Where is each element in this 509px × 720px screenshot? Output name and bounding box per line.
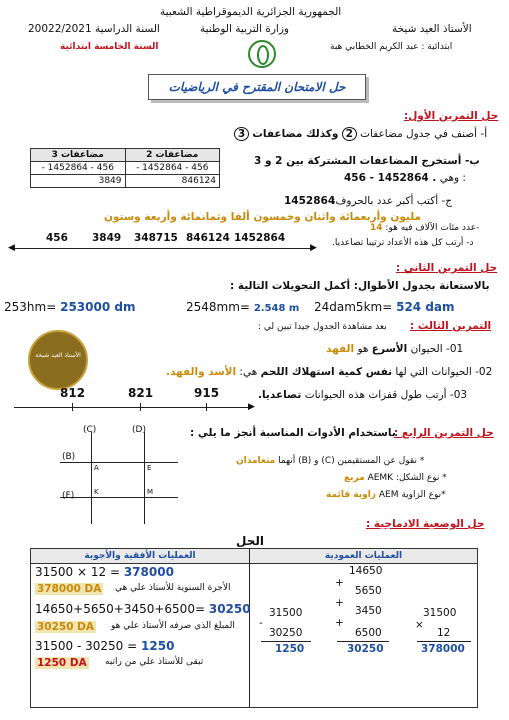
l2-answer: مربع: [344, 473, 365, 483]
vmul-bottom: 12: [437, 627, 451, 639]
h5: [35, 639, 174, 653]
number-line-1: [14, 248, 314, 249]
table-header: مضاعفات 2: [125, 149, 220, 162]
ex1-b-values: [344, 172, 466, 184]
ex3-s2: [166, 366, 492, 378]
conv1-answer: 253000 dm: [60, 300, 136, 314]
solution-table: [30, 548, 478, 708]
ex4-l2: [344, 473, 447, 483]
line-d: [144, 432, 145, 524]
thousands-text: -عدد مئات الآلاف فيه هو:: [385, 223, 480, 233]
h5-answer: 1250: [141, 639, 175, 653]
ex1-c-text: ج- أكتب أكبر عدد بالحروف:: [332, 195, 453, 207]
line-c: [91, 432, 92, 524]
ex4-heading: حل التمرين الرابع :: [394, 427, 494, 439]
class-level: السنة الخامسة ابتدائية: [60, 42, 159, 52]
vsub-bar: [261, 641, 311, 642]
label-m: M: [147, 488, 154, 496]
s2-c: هي:: [239, 366, 258, 378]
s3-a: 03- أرتب طول قفزات هذه الحيوانات: [304, 389, 468, 401]
h2: الأجرة السنوية للأستاذ علي هي: [115, 583, 231, 593]
s2-answer: الأسد والفهد.: [166, 366, 237, 378]
h4-answer: 30250 DA: [37, 621, 95, 633]
vsub-top: 31500: [269, 607, 303, 619]
table-cell: 846124: [125, 175, 220, 188]
solution-label: الحل: [236, 534, 264, 548]
label-e: E: [147, 464, 152, 472]
numline-value: 348715: [134, 232, 178, 244]
s1-b: الأسرع: [371, 343, 408, 355]
ministry-name: وزارة التربية الوطنية: [200, 23, 289, 35]
s1-answer: الفهد: [326, 343, 355, 355]
teacher-stamp: [28, 330, 88, 390]
vadd-sign: +: [335, 577, 344, 589]
republic-heading: الجمهورية الجزائرية الديموقراطية الشعبية: [160, 6, 342, 18]
ex3-heading: التمرين الثالث :: [410, 320, 492, 332]
h3-a: 14650+5650+3450+6500=: [35, 602, 206, 616]
numline-value: 3849: [92, 232, 122, 244]
ex3-s1: [326, 343, 463, 355]
col-right-header: العمليات الأفقية والأجوبة: [31, 549, 249, 564]
label-a: A: [94, 464, 99, 472]
multiples-table: [30, 148, 220, 188]
vmul-bar: [417, 641, 471, 642]
h6-answer: 1250 DA: [37, 657, 87, 669]
conversion-1: [4, 300, 135, 314]
label-b: (B): [62, 452, 76, 462]
vmul-sign: ×: [415, 619, 424, 631]
conv2-answer: 2.548 m: [253, 303, 300, 314]
numline-tick: [206, 403, 207, 411]
label-f: (F): [62, 491, 75, 501]
vadd-n2: 5650: [355, 585, 382, 597]
table-cell: - 1452864 - 456: [125, 162, 220, 175]
vadd-n4: 6500: [355, 627, 382, 639]
table-cell: 3849: [31, 175, 126, 188]
thousands-line: [370, 223, 479, 233]
s2-a: 02- الحيوانات التي لها: [395, 366, 493, 378]
stamp-text: الأستاذ العيد شيخة: [35, 352, 81, 359]
ex1-heading: حل التمرين الأول:: [404, 110, 499, 122]
school-name: ابتدائية : عبد الكريم الخطابي هبة: [330, 42, 453, 52]
ex4-l3: [326, 490, 446, 500]
l1-answer: متعامدان: [236, 456, 276, 466]
vadd-sign: +: [335, 617, 344, 629]
label-d: (D): [132, 425, 146, 435]
ex3-s3: [258, 389, 467, 401]
vadd-n1: 14650: [349, 565, 383, 577]
arrow-right-icon: ▶: [310, 243, 317, 253]
h1-answer: 378000: [123, 565, 174, 579]
ex1-a-line: [234, 127, 487, 141]
vmul-top: 31500: [423, 607, 457, 619]
ex1-d-text: د- أرتب كل هذه الأعداد ترتيبا تصاعديا.: [332, 238, 474, 248]
h1: [35, 565, 174, 579]
ex1-a-text: أ- أصنف في جدول مضاعفات: [360, 128, 488, 140]
table-divider: [249, 549, 250, 707]
number-in-words: مليون وأربعمائة واثنان وخمسون ألفا وثمانمائة وأربعة وستون: [104, 211, 421, 223]
vadd-sign: +: [335, 597, 344, 609]
thousands-value: 14: [370, 223, 383, 233]
h2-answer: 378000 DA: [37, 583, 102, 595]
arrow-right-icon: ▶: [248, 402, 255, 412]
h5-a: 31500 - 30250 =: [35, 639, 138, 653]
label-c: (C): [83, 425, 97, 435]
s3-b: تصاعديا.: [258, 389, 302, 401]
number-line-2: [14, 407, 252, 408]
conv3-answer: 524 dam: [396, 300, 455, 314]
circled-3: 3: [234, 127, 249, 141]
numline-value: 1452864: [234, 232, 286, 244]
sit-heading: حل الوضعية الادماجية :: [366, 518, 485, 530]
ex2-heading: حل التمرين الثاني :: [396, 262, 498, 274]
largest-number: 1452864: [284, 195, 336, 207]
line-b: [60, 462, 178, 463]
h3-answer: 30250: [208, 602, 251, 616]
conv1-left: 253hm=: [4, 300, 57, 314]
col-left-header: العمليات العمودية: [250, 549, 477, 564]
vsub-bottom: 30250: [269, 627, 303, 639]
table-header: مضاعفات 3: [31, 149, 126, 162]
l1-a: * نقول عن المستقيمين (C) و (B) أنهما: [278, 456, 425, 466]
ex1-b-label: وهي :: [439, 172, 466, 184]
conversion-2: [186, 300, 299, 314]
ex4-intro: باستخدام الأدوات المناسبة أنجز ما يلي :: [190, 427, 396, 439]
s1-c: هو: [357, 343, 369, 355]
circled-2: 2: [342, 127, 357, 141]
common-multiples: 456 - 1452864 .: [344, 172, 437, 184]
l2-a: * نوع الشكل: AEMK: [367, 473, 447, 483]
numline-value: 456: [46, 232, 68, 244]
vadd-n3: 3450: [355, 605, 382, 617]
ex1-a-mid: وكذلك مضاعفات: [252, 128, 339, 140]
line-f: [60, 497, 178, 498]
ex2-intro: بالاستعانة بجدول الأطوال: أكمل التحويلات التالية :: [230, 280, 490, 292]
page-title: حل الامتحان المقترح في الرياضيات: [148, 74, 366, 100]
h3: [35, 602, 251, 616]
l3-a: *نوع الزاوية AEM: [378, 490, 446, 500]
vsub-sign: -: [259, 617, 263, 629]
h6: تبقى للأستاذ علي من راتبه: [105, 657, 204, 667]
s2-b: نفس كمية استهلاك اللحم: [260, 366, 393, 378]
vadd-result: 30250: [347, 643, 384, 655]
ex3-intro: بعد مشاهدة الجدول جيدا تبين لي :: [258, 322, 387, 332]
ex4-l1: [236, 456, 424, 466]
numline-value: 915: [194, 386, 220, 400]
ministry-logo: [248, 40, 276, 68]
numline-tick: [140, 403, 141, 411]
vsub-result: 1250: [275, 643, 305, 655]
table-cell: - 1452864 - 456: [31, 162, 126, 175]
school-year: السنة الدراسية 20022/2021: [28, 23, 160, 35]
ex1-b-text: ب- أستخرج المضاعفات المشتركة بين 2 و 3: [254, 155, 480, 167]
numline-tick: [72, 403, 73, 411]
h1-a: 31500 × 12 =: [35, 565, 120, 579]
conv2-left: 2548mm=: [186, 300, 250, 314]
vadd-bar: [337, 641, 389, 642]
conv3-left: 24dam5km=: [314, 300, 393, 314]
l3-answer: زاوية قائمة: [326, 490, 376, 500]
arrow-left-icon: ◀: [8, 243, 15, 253]
numline-value: 812: [60, 386, 86, 400]
numline-value: 846124: [186, 232, 230, 244]
label-k: K: [94, 488, 99, 496]
conversion-3: [314, 300, 455, 314]
teacher-name: الأستاذ العيد شيخة: [392, 23, 472, 35]
numline-value: 821: [128, 386, 154, 400]
h4: المبلغ الذي صرفه الأستاذ علي هو: [111, 621, 235, 631]
s1-a: 01- الحيوان: [410, 343, 464, 355]
vmul-result: 378000: [421, 643, 465, 655]
